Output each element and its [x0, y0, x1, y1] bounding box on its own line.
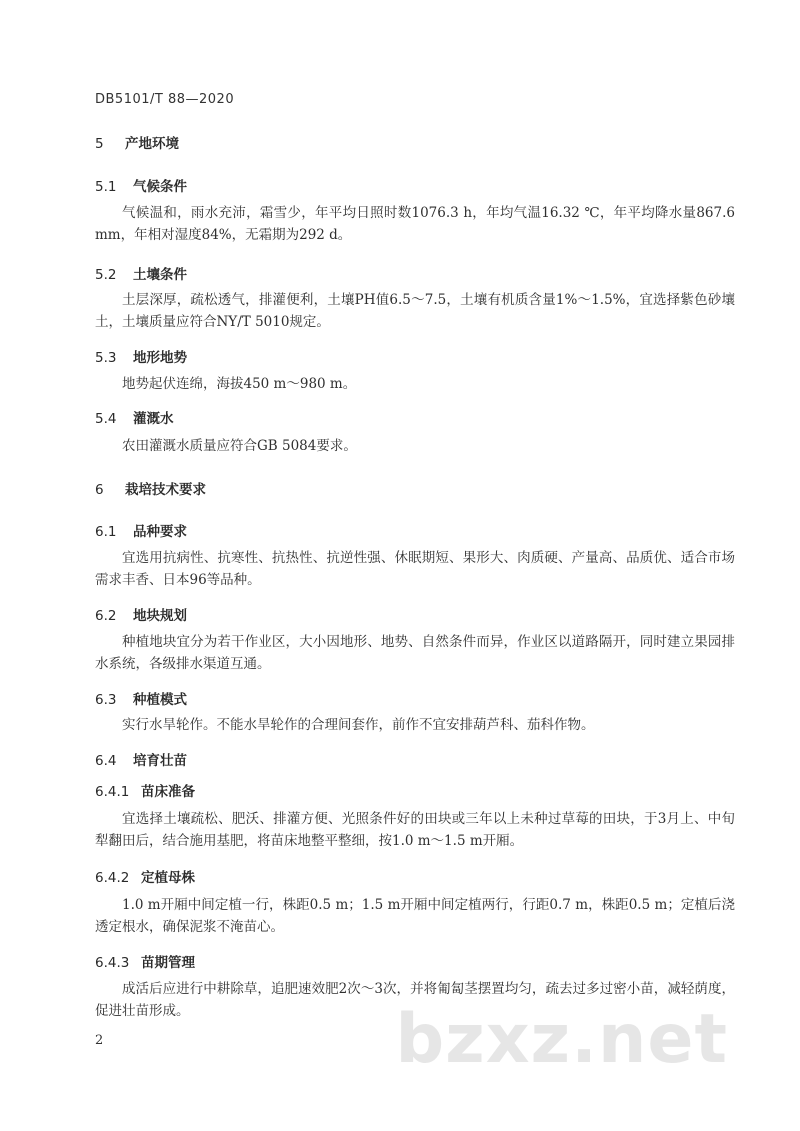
section-heading-5-2: [95, 263, 735, 283]
section-title: 灌溉水: [133, 411, 174, 427]
section-number: 5.3: [95, 350, 117, 366]
section-heading-5-1: [95, 175, 735, 195]
section-heading-6-3: [95, 688, 735, 708]
section-number: 6.2: [95, 608, 117, 624]
section-number: 6.1: [95, 524, 117, 540]
section-number: 5: [95, 136, 104, 152]
section-number: 6.4: [95, 753, 117, 769]
section-heading-6-1: [95, 520, 735, 540]
section-heading-5: [95, 132, 735, 152]
section-title: 产地环境: [125, 136, 179, 152]
section-title: 苗床准备: [141, 784, 195, 800]
section-title: 地形地势: [133, 350, 187, 366]
paragraph-plot: 种植地块宜分为若干作业区，大小因地形、地势、自然条件而异，作业区以道路隔开，同时建立果园排水系统，各级排水渠道互通。: [95, 634, 735, 672]
section-title: 土壤条件: [133, 267, 187, 283]
section-heading-6: [95, 478, 735, 498]
section-title: 培育壮苗: [133, 753, 187, 769]
paragraph-irrigation: 农田灌溉水质量应符合GB 5084要求。: [122, 438, 357, 454]
section-heading-6-4-1: [95, 780, 735, 800]
paragraph-terrain: 地势起伏连绵，海拔450 m～980 m。: [122, 376, 357, 392]
document-header-id: DB5101/T 88—2020: [95, 92, 235, 107]
section-heading-6-4-3: [95, 951, 735, 971]
paragraph-seedbed: 宜选择土壤疏松、肥沃、排灌方便、光照条件好的田块或三年以上未种过草莓的田块，于3月上、中旬犁翻田后，结合施用基肥，将苗床地整平整细，按1.0 m～1.5 m开厢。: [95, 811, 735, 849]
page-number: 2: [95, 1033, 104, 1048]
section-number: 6.3: [95, 692, 117, 708]
section-title: 苗期管理: [141, 955, 195, 971]
section-title: 气候条件: [133, 179, 187, 195]
section-title: 品种要求: [133, 524, 187, 540]
section-number: 5.4: [95, 411, 117, 427]
section-heading-5-4: [95, 407, 735, 427]
section-heading-6-4: [95, 749, 735, 769]
section-number: 6.4.3: [95, 955, 130, 971]
paragraph-mother-plants: 1.0 m开厢中间定植一行，株距0.5 m；1.5 m开厢中间定植两行，行距0.7 m，株距0.5 m；定植后浇透定根水，确保泥浆不淹苗心。: [95, 897, 735, 935]
section-title: 地块规划: [133, 608, 187, 624]
section-heading-6-4-2: [95, 866, 735, 886]
section-title: 定植母株: [141, 870, 195, 886]
paragraph-climate: 气候温和，雨水充沛，霜雪少，年平均日照时数1076.3 h，年均气温16.32 ℃，年平均降水量867.6 mm，年相对湿度84%，无霜期为292 d。: [95, 205, 735, 243]
paragraph-planting-mode: 实行水旱轮作。不能水旱轮作的合理间套作，前作不宜安排葫芦科、茄科作物。: [122, 717, 595, 733]
watermark: bzxz.net: [395, 1000, 728, 1079]
section-heading-6-2: [95, 604, 735, 624]
paragraph-soil: 土层深厚，疏松透气，排灌便利，土壤PH值6.5～7.5，土壤有机质含量1%～1.5%，宜选择紫色砂壤土，土壤质量应符合NY/T 5010规定。: [95, 292, 735, 330]
section-title: 种植模式: [133, 692, 187, 708]
section-number: 6.4.2: [95, 870, 130, 886]
section-number: 5.1: [95, 179, 117, 195]
paragraph-variety: 宜选用抗病性、抗寒性、抗热性、抗逆性强、休眠期短、果形大、肉质硬、产量高、品质优、适合市场需求丰香、日本96等品种。: [95, 550, 735, 588]
paragraph-seedling-management: 成活后应进行中耕除草，追肥速效肥2次～3次，并将匍匐茎摆置均匀，疏去过多过密小苗，减轻荫度，促进壮苗形成。: [95, 981, 735, 1019]
section-number: 5.2: [95, 267, 117, 283]
section-heading-5-3: [95, 346, 735, 366]
section-title: 栽培技术要求: [125, 482, 206, 498]
section-number: 6: [95, 482, 104, 498]
section-number: 6.4.1: [95, 784, 130, 800]
